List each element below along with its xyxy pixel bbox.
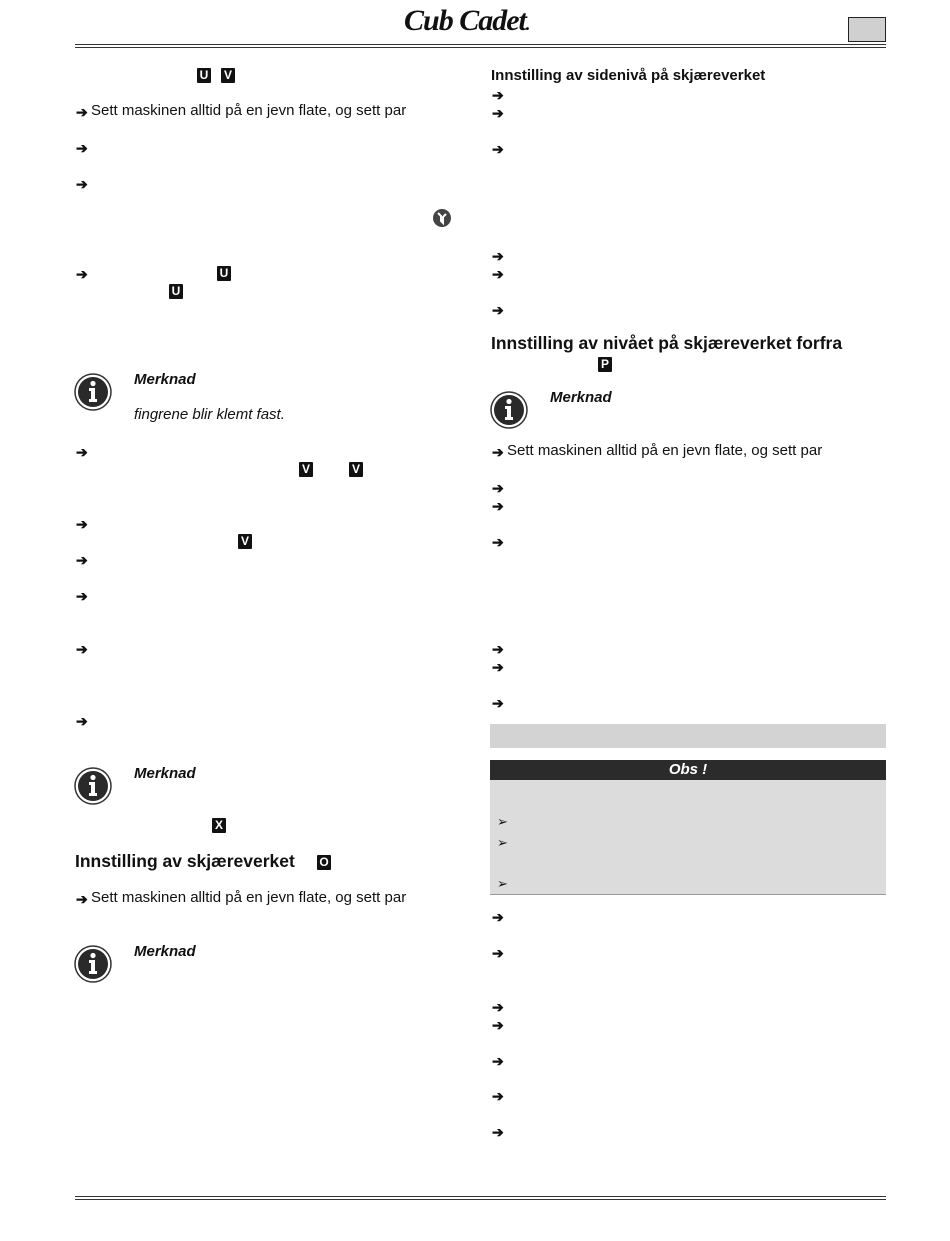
tool-icon: [432, 208, 452, 228]
info-icon: [74, 945, 112, 983]
arrow-icon: ➔: [76, 552, 88, 568]
figure-badge-p: P: [598, 357, 612, 372]
footer-rule-bottom: [75, 1199, 886, 1200]
heading-side-level: Innstilling av sidenivå på skjæreverket: [491, 67, 766, 84]
arrow-icon: ➔: [492, 302, 504, 318]
arrow-icon: ➔: [492, 1017, 504, 1033]
triangle-bullet-icon: ➢: [497, 835, 508, 850]
figure-badge-v: V: [221, 68, 235, 83]
triangle-bullet-icon: ➢: [497, 814, 508, 829]
arrow-icon: ➔: [492, 444, 504, 460]
arrow-icon: ➔: [492, 480, 504, 496]
info-icon: [74, 373, 112, 411]
info-icon: [490, 391, 528, 429]
intro-text-left: Sett maskinen alltid på en jevn flate, og sett par: [91, 102, 407, 119]
note-label: Merknad: [134, 765, 196, 782]
arrow-icon: ➔: [492, 695, 504, 711]
figure-badge-o: O: [317, 855, 331, 870]
arrow-icon: ➔: [76, 516, 88, 532]
arrow-icon: ➔: [492, 909, 504, 925]
figure-badge-v: V: [238, 534, 252, 549]
arrow-icon: ➔: [76, 104, 88, 120]
figure-badge-v: V: [349, 462, 363, 477]
section-title-cutting-deck: Innstilling av skjæreverket: [75, 851, 295, 871]
arrow-icon: ➔: [492, 945, 504, 961]
arrow-icon: ➔: [492, 999, 504, 1015]
figure-badge-u: U: [169, 284, 183, 299]
note-text: fingrene blir klemt fast.: [134, 406, 285, 423]
arrow-icon: ➔: [76, 891, 88, 907]
arrow-icon: ➔: [492, 141, 504, 157]
arrow-icon: ➔: [492, 534, 504, 550]
arrow-icon: ➔: [492, 641, 504, 657]
page-number-box: [848, 17, 886, 42]
arrow-icon: ➔: [492, 266, 504, 282]
note-label: Merknad: [134, 371, 196, 388]
footer-rule-top: [75, 1196, 886, 1197]
brand-logo: Cub Cadet.: [404, 4, 530, 37]
figure-badge-u: U: [217, 266, 231, 281]
arrow-icon: ➔: [76, 588, 88, 604]
arrow-icon: ➔: [492, 248, 504, 264]
obs-header: Obs !: [490, 760, 886, 780]
section-intro-text: Sett maskinen alltid på en jevn flate, og sett par: [91, 889, 407, 906]
header-rule-bottom: [75, 47, 886, 48]
figure-badge-u: U: [197, 68, 211, 83]
note-label: Merknad: [134, 943, 196, 960]
arrow-icon: ➔: [492, 1053, 504, 1069]
arrow-icon: ➔: [492, 87, 504, 103]
arrow-icon: ➔: [76, 266, 88, 282]
arrow-icon: ➔: [76, 713, 88, 729]
triangle-bullet-icon: ➢: [497, 876, 508, 891]
info-icon: [74, 767, 112, 805]
intro-text-right: Sett maskinen alltid på en jevn flate, og sett par: [507, 442, 823, 459]
heading-front-level: Innstilling av nivået på skjæreverket forfra: [491, 333, 843, 353]
note-label: Merknad: [550, 389, 612, 406]
figure-badge-x: X: [212, 818, 226, 833]
figure-badge-v: V: [299, 462, 313, 477]
arrow-icon: ➔: [76, 140, 88, 156]
arrow-icon: ➔: [76, 444, 88, 460]
header-rule-top: [75, 44, 886, 45]
arrow-icon: ➔: [76, 641, 88, 657]
arrow-icon: ➔: [492, 1088, 504, 1104]
arrow-icon: ➔: [492, 1124, 504, 1140]
arrow-icon: ➔: [492, 659, 504, 675]
arrow-icon: ➔: [76, 176, 88, 192]
section-gray-bar: [490, 724, 886, 748]
arrow-icon: ➔: [492, 105, 504, 121]
obs-box: [490, 780, 886, 895]
arrow-icon: ➔: [492, 498, 504, 514]
